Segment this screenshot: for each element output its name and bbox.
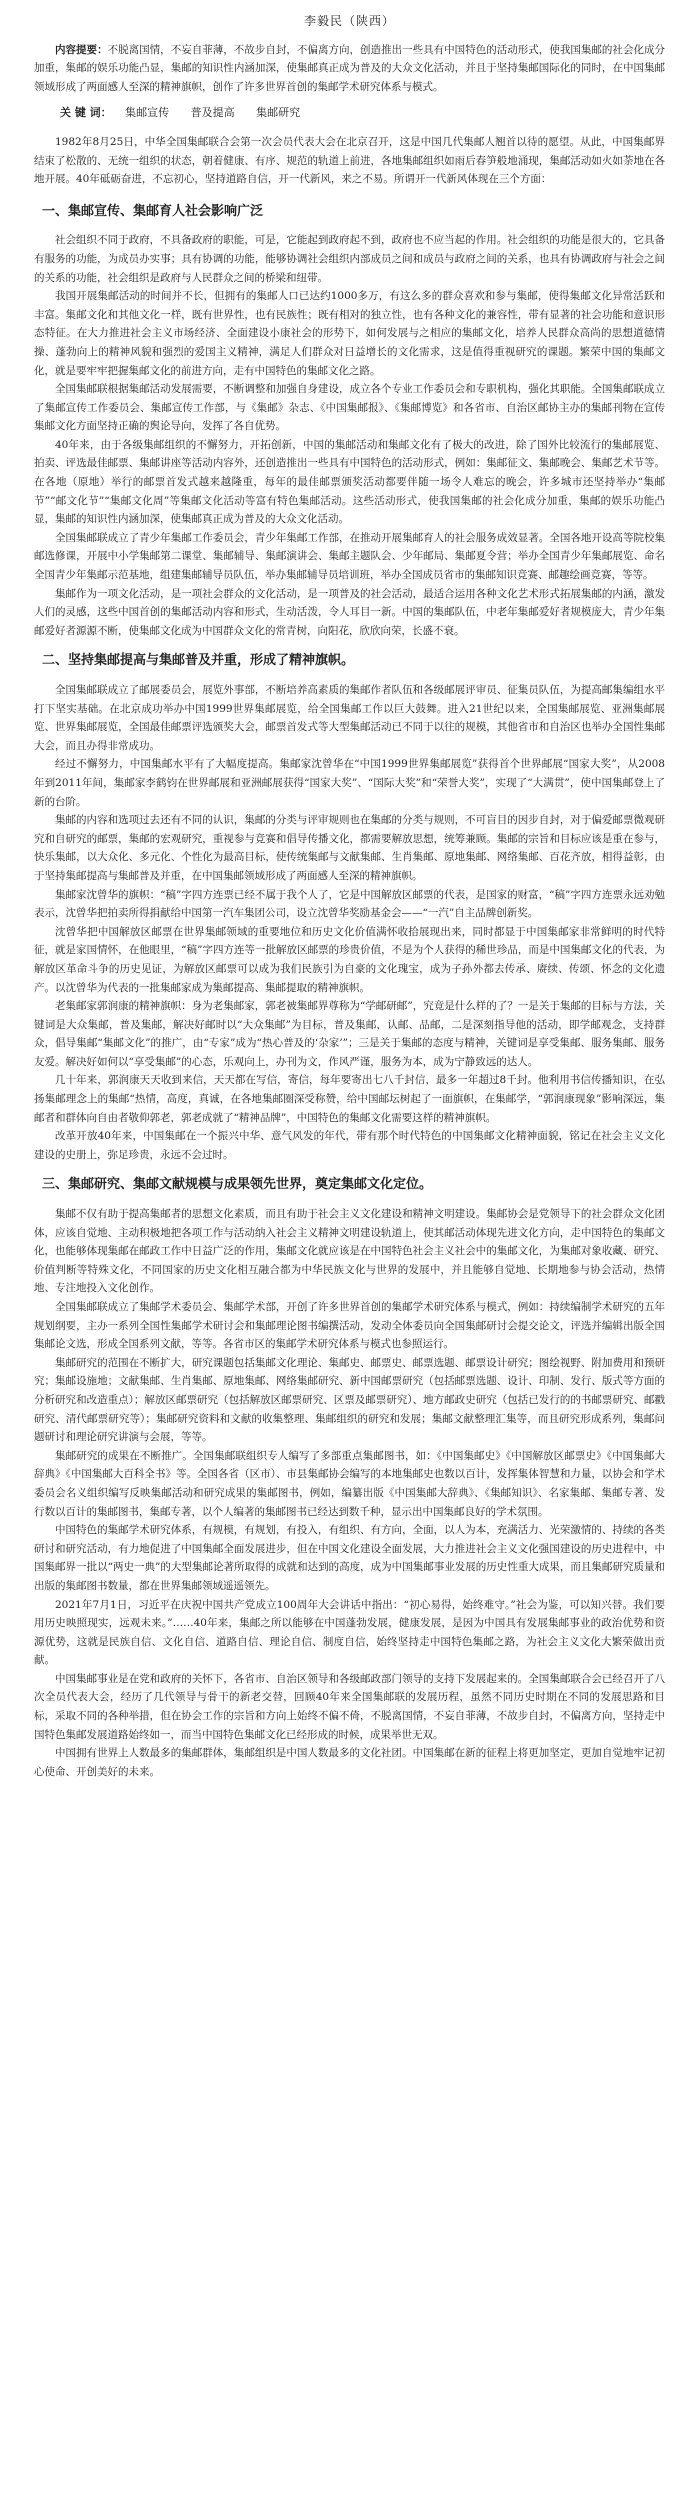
body-paragraph: 沈曾华把中国解放区邮票在世界集邮领域的重要地位和历史文化价值满怀收拾展现出来，同时都显于中国集邮家非常鲜明的时代特征，就是家国情怀，在他眼里，“稿”字四方连等一批解放区邮票的珍贵价值，不是为个人获得的稀世珍品，而是中国集邮文化的代表，为解放区革命斗争的历史见证，为解放区邮票可以成为我们民族引为自豪的文化瑰宝，成为子孙外都去传承、赓续、传颂、怀念的文化遗产。以沈曾华为代表的一批集邮家成为集邮提高、集邮提取的精神旗帜。	[34, 925, 665, 994]
body-paragraph: 全国集邮联成立了集邮学术委员会、集邮学术部，开创了许多世界首创的集邮学术研究体系与模式，例如：持续编制学术研究的五年规划纲要，主办一系列全国性集邮学术研讨会和集邮理论图书编撰活动，发动全体委员向全国集邮研讨会提交论文，评选并编辑出版全国集邮论文选，形成全国系列文献，等等。各省市区的集邮学术研究体系与模式也参照运行。	[34, 1301, 665, 1351]
keyword: 集邮研究	[256, 106, 301, 120]
body-paragraph: 集邮研究的范围在不断扩大，研究课题包括集邮文化理论、集邮史、邮票史、邮票选题、邮票设计研究；图绘视野、附加费用和预研究；集邮设施地；文献集邮、生肖集邮、原地集邮、网络集邮研究、新中国邮票研究（包括邮票选题、设计、印制、发行、版式等方面的分析研究和改造重点）；解放区邮票研究（包括解放区邮票研究、区票及邮票研究）、地方邮政史研究（包括已发行的的书邮票研究、邮戳研究、清代邮票研究等）；集邮研究资料和文献的收集整理、集邮组织的研究和发展；集邮文献整理汇集等，而且研究形成系列，集邮问题研讨和理论研究讲演与会展，等等。	[34, 1356, 665, 1444]
body-paragraph: 2021年7月1日，习近平在庆祝中国共产党成立100周年大会讲话中指出：“初心易得，始终难守。”社会为鉴，可以知兴替。我们要用历史映照现实，远观未来。”……40年来，集邮之所以能够在中国蓬勃发展，健康发展，是因为中国具有发展集邮事业的政治优势和资源优势，这就是民族自信、文化自信、道路自信、理论自信、制度自信，始终坚持走中国特色集邮之路，为社会主义文化大繁荣做出贡献。	[34, 1598, 665, 1667]
body-paragraph: 中国集邮事业是在党和政府的关怀下，各省市、自治区领导和各级邮政部门领导的支持下发展起来的。全国集邮联合会已经召开了八次全员代表大会，经历了几代领导与骨干的新老交替，回顾40年来全国集邮联的发展历程，虽然不同历史时期在不同的发展思路和目标，采取不同的各种举措，但在协会工作的宗旨和方向上始终不偏不倚，不脱离国情，不妄自菲薄，不故步自封，不偏离方向，坚持走中国特色集邮发展道路始终如一，而当中国特色集邮文化已经形成的时候，成果举世无双。	[34, 1672, 665, 1741]
section-heading: 三、集邮研究、集邮文献规模与成果领先世界，奠定集邮文化定位。	[42, 1177, 433, 1193]
abstract-text: 不脱离国情，不妄自菲薄，不故步自封，不偏离方向，创造推出一些具有中国特色的活动形式，使我国集邮的社会化成分加重，集邮的娱乐功能凸显，集邮的知识性内涵加深，使集邮真正成为普及的大众文化活动，并且于坚持集邮国际化的同时，在中国集邮领域形成了两面感人至深的精神旗帜，创作了许多世界首创的集邮学术研究体系与模式。	[34, 43, 666, 93]
body-paragraph: 老集邮家郭润康的精神旗帜：身为老集邮家，郭老被集邮界尊称为“学邮研邮”，究竟是什么样的了？一是关于集邮的目标与方法，关键词是大众集邮，普及集邮，解决好邮时以“大众集邮”为目标，普及集邮，认邮、品邮，二是深刻指导他的活动，即学邮观念，支持群众，倡导集邮“集邮文化”的推广，由“专家”成为“热心普及的‘杂家’”；三是关于集邮的态度与精神，关键词是享受集邮、服务集邮、服务友爱。解决好如何以“享受集邮”的心态，乐观向上，办刊为文，作风严谨，服务为本，成为宁静致远的达人。	[34, 1000, 665, 1068]
keyword: 普及提高	[190, 106, 235, 120]
body-paragraph: 集邮作为一项文化活动，是一项社会群众的文化活动，是一项普及的社会活动，最适合运用各种文化艺术形式拓展集邮的内涵，激发人们的灵感，这些中国首创的集邮活动内容和形式，生动活泼，令人耳目一新。中国的集邮队伍，中老年集邮爱好者规模庞大，青少年集邮爱好者源源不断，使集邮文化成为中国群众文化的常青树，向阳花，欣欣向荣，长盛不衰。	[34, 587, 665, 637]
keywords	[34, 104, 665, 123]
keyword: 集邮宣传	[125, 106, 170, 120]
author-line: 李毅民（陕西）	[303, 14, 395, 28]
body-paragraph: 经过不懈努力，中国集邮水平有了大幅度提高。集邮家沈曾华在“中国1999世界集邮展览”获得首个世界邮展“国家大奖”，从2008年到2011年间，集邮家李鹤钧在世界邮展和亚洲邮展获得“国家大奖”、“国际大奖”和“荣誉大奖”，实现了“大满贯”，使中国集邮登上了新的台阶。	[34, 758, 665, 808]
body-paragraph: 全国集邮联根据集邮活动发展需要，不断调整和加强自身建设，成立各个专业工作委员会和专职机构，强化其职能。全国集邮联成立了集邮宣传工作委员会、集邮宣传工作部，与《集邮》杂志、《中国集邮报》、《集邮博览》和各省市、自治区邮协主办的集邮刊物在宣传集邮文化方面坚持正确的舆论导向，发挥了各自优势。	[34, 383, 665, 433]
body-paragraph: 改革开放40年来，中国集邮在一个振兴中华、意气风发的年代，带有那个时代特色的中国集邮文化精神面貌，铭记在社会主义文化建设的史册上，弥足珍贵，永远不会过时。	[34, 1130, 665, 1161]
keywords-label: 关 键 词：	[60, 106, 112, 120]
body-paragraph: 集邮研究的成果在不断推广。全国集邮联组织专人编写了多部重点集邮图书，如：《中国集邮史》《中国解放区邮票史》《中国集邮大辞典》《中国集邮大百科全书》等。全国各省（区市）、市县集邮协会编写的本地集邮史也数以百计，发挥集体智慧和力量，以协会和学术委员会名义组织编写反映集邮活动和研究成果的集邮图书，例如，编纂出版《中国集邮大辞典》、《集邮知识》、名家集邮、集邮专著、发行数以百计的集邮图书，集邮专著，以个人编著的集邮图书已经达到数千种，显示出中国集邮良好的学术氛围。	[34, 1449, 665, 1518]
body-paragraph: 我国开展集邮活动的时间并不长，但拥有的集邮人口已达约1000多万，有这么多的群众喜欢和参与集邮，使得集邮文化异常活跃和丰富。集邮文化和其他文化一样，既有世界性，也有民族性；既有相对的独立性，也有各种文化的兼容性，带有显著的社会功能和意识形态特征。在大力推进社会主义市场经济、全面建设小康社会的形势下，如何发展与之相应的集邮文化，培养人民群众高尚的思想道德情操、蓬勃向上的精神风貌和强烈的爱国主义精神，满足人们群众对日益增长的文化需求，这是值得重视研究的课题。繁荣中国的集邮文化，就是要牢牢把握集邮文化的前进方向，走有中国特色的集邮文化之路。	[34, 290, 665, 377]
body-paragraph: 社会组织不同于政府，不具备政府的职能，可是，它能起到政府起不到，政府也不应当起的作用。社会组织的功能是很大的，它具备有服务的功能，为成员办实事；具有协调的功能，能够协调社会组织内部成员之间和成员与政府之间的关系，也具有协调政府与社会之间的关系的功能，社会组织是政府与人民群众之间的桥梁和纽带。	[34, 234, 665, 284]
body-paragraph: 集邮不仅有助于提高集邮者的思想文化素质，而且有助于社会主义文化建设和精神文明建设。集邮协会是党领导下的社会群众文化团体，应该自觉地、主动积极地把各项工作与活动纳入社会主义精神文明建设轨道上，使其邮活动体现先进文化方向，走中国特色的集邮文化，也能够体现集邮在邮政工作中日益广泛的作用，集邮文化就应该是在中国特色社会主义社会中的集邮文化，为集邮对象收藏、研究、价值判断等特殊文化，不同国家的历史文化相互融合都为中华民族文化与世界的发展中，并且能够自觉地、长期地参与协会活动，热情地、专注地投入文化创作。	[34, 1208, 665, 1295]
section-heading: 一、集邮宣传、集邮育人社会影响广泛	[42, 203, 264, 219]
body-paragraph: 中国拥有世界上人数最多的集邮群体，集邮组织是中国人数最多的文化社团。中国集邮在新的征程上将更加坚定，更加自觉地牢记初心使命、开创美好的未来。	[34, 1747, 665, 1778]
body-paragraph: 全国集邮联成立了邮展委员会，展览外事部，不断培养高素质的集邮作者队伍和各级邮展评审员、征集员队伍，为提高邮集编组水平打下坚实基础。在北京成功举办中国1999世界集邮展览，给全国集邮工作以巨大鼓舞。进入21世纪以来，全国集邮展览、亚洲集邮展览、世界集邮展览，全国最佳邮票评选颁奖大会，邮票首发式等大型集邮活动已不同于以往的规模，其他省市和自治区也举办全国性集邮大会，而且办得非常成功。	[34, 684, 665, 752]
body-paragraph: 40年来，由于各级集邮组织的不懈努力，开拓创新，中国的集邮活动和集邮文化有了极大的改进，除了国外比较流行的集邮展览、拍卖、评选最佳邮票、集邮讲座等活动内容外，还创造推出一些具有中国特色的活动形式，例如：集邮征文、集邮晚会、集邮艺术节等。在各地（原地）举行的邮票首发式越来越隆重，每年的最佳邮票颁奖活动都要伴随一场令人难忘的晚会，许多城市还坚持举办“集邮节”“邮文化节”“集邮文化周”等集邮文化活动等富有特色集邮活动。这些活动形式，使我国集邮的社会化成分加重，集邮的娱乐功能凸显，集邮的知识性内涵加深，使集邮真正成为普及的大众文化活动。	[34, 438, 665, 526]
abstract	[34, 41, 665, 97]
body-paragraph: 集邮家沈曾华的旗帜：“稿”字四方连票已经不属于我个人了，它是中国解放区邮票的代表，是国家的财富，“稿”字四方连票永远劝勉表示，沈曾华把拍卖所得捐献给中国第一汽车集团公司，设立沈曾华奖励基金会——“一汽”自主品牌创新奖。	[34, 888, 665, 920]
body-paragraph: 中国特色的集邮学术研究体系，有规模，有规划，有投入，有组织、有方向，全面，以人为本，充满活力、光荣激情的、持续的各类研讨和研究活动，有力地促进了中国集邮全面发展进步，但在中国文化建设全面发展，大力推进社会主义文化强国建设的历史进程中，中国集邮界一批以“两史一典”的大型集邮论著所取得的成就和达到的高度，成为中国集邮事业发展的历史性重大成果，而且集邮研究质量和出版的集邮图书数量，都在世界集邮领域遥遥领先。	[34, 1524, 665, 1592]
body-paragraph: 全国集邮联成立了青少年集邮工作委员会，青少年集邮工作部，在推动开展集邮育人的社会服务成效显著。全国各地开设高等院校集邮选修课，开展中小学集邮第二课堂、集邮辅导、集邮演讲会、集邮主题队会、少年邮局、集邮夏令营；举办全国青少年集邮展览、命名全国青少年集邮示范基地，组建集邮辅导员队伍，举办集邮辅导员培训班，举办全国成员省市的集邮知识竞赛、邮趣绘画竞赛，等等。	[34, 531, 665, 582]
abstract-label: 内容提要：	[55, 43, 108, 56]
section-heading: 二、坚持集邮提高与集邮普及并重，形成了精神旗帜。	[42, 653, 355, 669]
body-paragraph: 几十年来，郭润康天天收到来信，天天都在写信，寄信，每年要寄出七八千封信，最多一年超过8千封。他利用书信传播知识，在弘扬集邮理念上的集邮“热情，高度，真诚，在各地集邮圈深受称赞，给中国邮坛树起了一面旗帜，在集邮学，“郭润康现象”影响深远，集邮者和群体向自由者敬仰郭老，郭老成就了“精神品牌”，中国特色的集邮文化需要这样的精神旗帜。	[34, 1074, 665, 1124]
body-paragraph: 集邮的内容和选项过去还有不同的认识，集邮的分类与评审规则也在集邮的分类与规则，不可盲目的因步自封，对于偏爱邮票微观研究和自研究的邮票，集邮的宏观研究，重视参与竞赛和倡导传播文化，都需要解放思想，统筹兼顾。集邮的宗旨和目标应该是重在参与，快乐集邮，以大众化、多元化、个性化为最高目标，使传统集邮与文献集邮、生肖集邮、原地集邮、网络集邮、百花齐放，相得益彰，由于坚持集邮提高与集邮普及并重，在中国集邮领域形成了两面感人至深的精神旗帜。	[34, 814, 665, 882]
intro-paragraph: 1982年8月25日，中华全国集邮联合会第一次会员代表大会在北京召开，这是中国几代集邮人翘首以待的愿望。从此，中国集邮界结束了松散的、无统一组织的状态，朝着健康、有序、规范的轨道上前进，各地集邮组织如雨后春笋般地涌现，集邮活动如火如荼地在各地开展。40年砥砺奋进，不忘初心，坚持道路自信，开一代新风，来之不易。所谓开一代新风体现在三个方面：	[34, 135, 665, 186]
